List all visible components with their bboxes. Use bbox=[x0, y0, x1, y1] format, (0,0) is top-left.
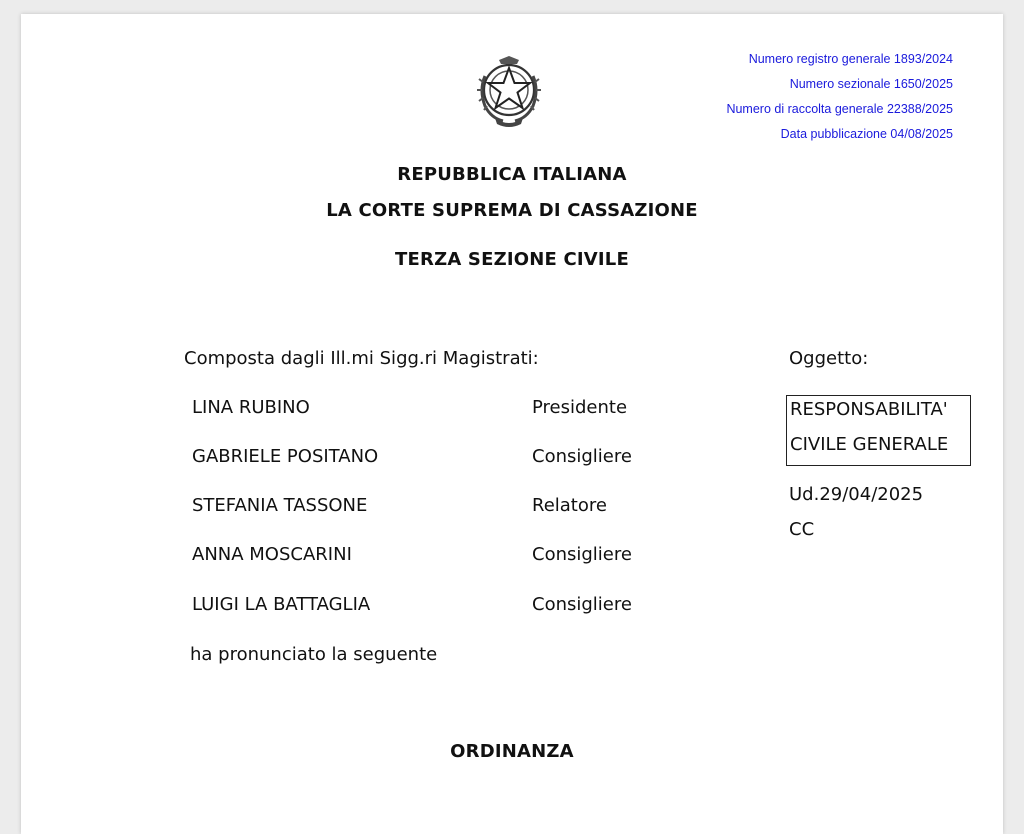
header-section: TERZA SEZIONE CIVILE bbox=[395, 249, 629, 270]
hearing-type: CC bbox=[789, 519, 815, 540]
subject-box bbox=[786, 395, 971, 466]
member-name: LINA RUBINO bbox=[192, 397, 310, 418]
registry-section-number: Numero sezionale 1650/2025 bbox=[789, 77, 953, 91]
panel-intro: Composta dagli Ill.mi Sigg.ri Magistrati: bbox=[184, 348, 539, 369]
member-name: LUIGI LA BATTAGLIA bbox=[192, 594, 371, 615]
member-name: ANNA MOSCARINI bbox=[192, 544, 352, 565]
member-role: Consigliere bbox=[532, 446, 632, 467]
panel-closing: ha pronunciato la seguente bbox=[190, 644, 438, 665]
hearing-date: Ud.29/04/2025 bbox=[789, 484, 924, 505]
subject-line: RESPONSABILITA' bbox=[790, 399, 948, 420]
document-type-title: ORDINANZA bbox=[450, 741, 574, 762]
document-page bbox=[21, 14, 1003, 834]
member-role: Consigliere bbox=[532, 594, 632, 615]
italian-emblem-icon bbox=[473, 54, 545, 128]
member-name: GABRIELE POSITANO bbox=[192, 446, 379, 467]
publication-date: Data pubblicazione 04/08/2025 bbox=[780, 127, 953, 141]
member-role: Consigliere bbox=[532, 544, 632, 565]
registry-collection-number: Numero di raccolta generale 22388/2025 bbox=[726, 102, 953, 116]
registry-general-number: Numero registro generale 1893/2024 bbox=[748, 52, 953, 66]
subject-line: CIVILE GENERALE bbox=[790, 434, 949, 455]
member-role: Relatore bbox=[532, 495, 607, 516]
subject-label: Oggetto: bbox=[789, 348, 869, 369]
member-name: STEFANIA TASSONE bbox=[192, 495, 368, 516]
member-role: Presidente bbox=[532, 397, 628, 418]
header-court: LA CORTE SUPREMA DI CASSAZIONE bbox=[326, 200, 698, 221]
header-republic: REPUBBLICA ITALIANA bbox=[397, 164, 627, 185]
